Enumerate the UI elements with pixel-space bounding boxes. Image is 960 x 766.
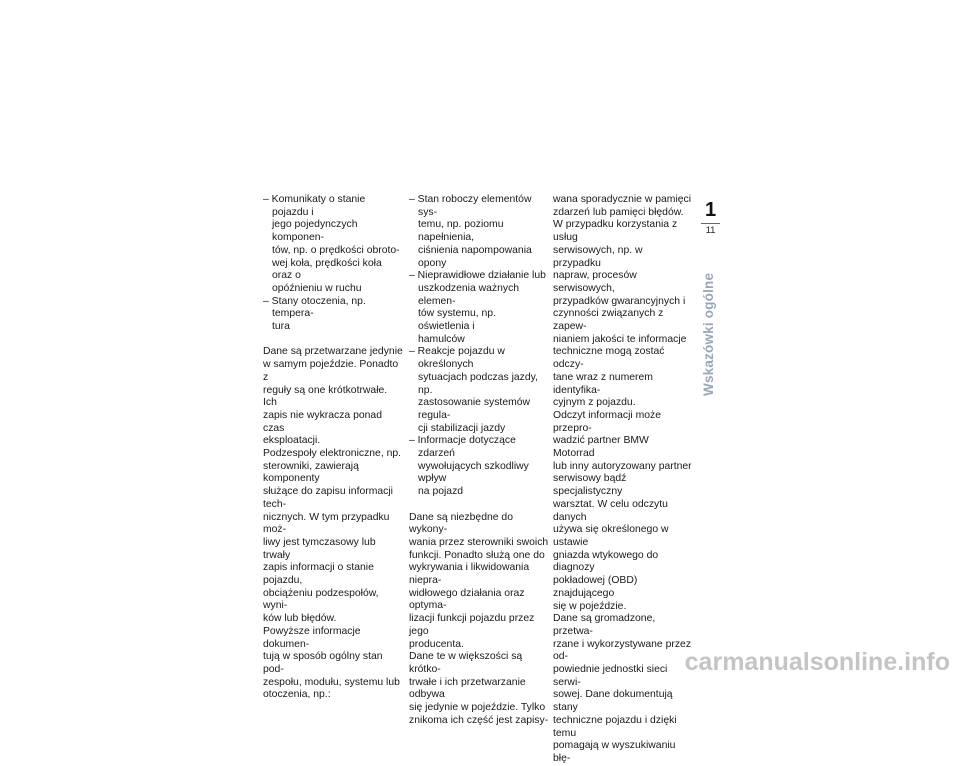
text-line: cji stabilizacji jazdy xyxy=(418,422,506,434)
text-line: pomagają w wyszukiwaniu błę- xyxy=(553,740,676,764)
chapter-title-vertical xyxy=(699,272,723,398)
bullet-item xyxy=(409,194,549,270)
text-line: używa się określonego w ustawie xyxy=(553,524,669,548)
text-line: wana sporadycznie w pamięci xyxy=(553,194,692,205)
text-line: zdarzeń lub pamięci błędów. xyxy=(553,206,684,218)
text-column-2 xyxy=(409,194,549,728)
text-line: Powyższe informacje dokumen- xyxy=(263,625,361,650)
text-line: na pojazd xyxy=(418,486,464,498)
text-line: obciążeniu podzespołów, wyni- xyxy=(263,587,379,612)
text-line: temu, np. poziomu napełnienia, xyxy=(418,219,504,244)
text-line: tują w sposób ogólny stan pod- xyxy=(263,651,383,675)
text-line: jego pojedynczych komponen- xyxy=(272,219,358,244)
text-line: napraw, procesów serwisowych, xyxy=(553,270,637,294)
text-column-1 xyxy=(263,194,403,702)
text-line: sowej. Dane dokumentują stany xyxy=(553,689,673,714)
text-line: wania przez sterowniki swoich xyxy=(409,536,549,548)
text-line: rzane i wykorzystywane przez od- xyxy=(553,638,692,663)
bullet-item xyxy=(409,270,549,346)
text-line: zastosowanie systemów regula- xyxy=(418,397,531,421)
text-line: uszkodzenia ważnych elemen- xyxy=(418,282,520,307)
text-line: sterowniki, zawierają komponenty xyxy=(263,460,359,485)
text-line: otoczenia, np.: xyxy=(263,689,331,701)
text-line: wykrywania i likwidowania niepra- xyxy=(409,562,530,587)
text-line: Stany otoczenia, np. tempera- xyxy=(271,295,366,320)
text-line: lizacji funkcji pojazdu przez jego xyxy=(409,613,535,637)
text-line: ciśnienia napompowania opony xyxy=(418,244,532,269)
text-line: sytuacjach podczas jazdy, np. xyxy=(418,371,538,396)
text-line: lub inny autoryzowany partner xyxy=(553,460,692,472)
text-line: znikoma ich część jest zapisy- xyxy=(409,714,549,726)
text-line: tura xyxy=(272,321,290,333)
bullet-item xyxy=(263,296,403,334)
text-line: się jedynie w pojeździe. Tylko xyxy=(409,702,546,714)
text-line: zapis nie wykracza ponad czas xyxy=(263,409,382,434)
text-line: Reakcje pojazdu w określonych xyxy=(417,346,505,371)
text-line: Stan roboczy elementów sys- xyxy=(417,194,532,218)
text-line: Dane są przetwarzane jedynie xyxy=(263,346,403,358)
text-line: służące do zapisu informacji tech- xyxy=(263,486,393,510)
text-line: przypadków gwarancyjnych i xyxy=(553,295,686,307)
text-line: tane wraz z numerem identyfika- xyxy=(553,371,653,396)
text-line: Dane są niezbędne do wykony- xyxy=(409,511,513,536)
text-line: tów, np. o prędkości obroto- xyxy=(272,244,400,256)
text-line: funkcji. Ponadto służą one do xyxy=(409,549,545,561)
text-line: czynności związanych z zapew- xyxy=(553,308,664,333)
text-line: liwy jest tymczasowy lub trwały xyxy=(263,536,376,561)
text-line: reguły są one krótkotrwałe. Ich xyxy=(263,384,388,409)
text-line: Komunikaty o stanie pojazdu i xyxy=(271,194,366,218)
text-line: eksploatacji. xyxy=(263,435,321,447)
text-line: opóźnieniu w ruchu xyxy=(272,282,362,294)
text-line: nianiem jakości te informacje xyxy=(553,333,687,345)
text-line: powiednie jednostki sieci serwi- xyxy=(553,664,668,688)
text-line: Odczyt informacji może przepro- xyxy=(553,409,661,434)
text-line: gniazda wtykowego do diagnozy xyxy=(553,549,659,574)
text-line: serwisowy bądź specjalistyczny xyxy=(553,473,627,498)
text-line: wej koła, prędkości koła oraz o xyxy=(272,257,382,282)
chapter-number: 1 xyxy=(704,199,717,221)
text-line: widłowego działania oraz optyma- xyxy=(409,587,525,612)
text-line: producenta. xyxy=(409,638,464,650)
text-line: trwałe i ich przetwarzanie odbywa xyxy=(409,676,526,701)
text-line: Dane są gromadzone, przetwa- xyxy=(553,613,656,637)
text-line: nicznych. W tym przypadku moż- xyxy=(263,511,390,536)
paragraph xyxy=(263,346,403,702)
paragraph xyxy=(409,512,549,728)
text-line: warsztat. W celu odczytu danych xyxy=(553,498,668,523)
text-line: zespołu, modułu, systemu lub xyxy=(263,676,400,688)
chapter-title: Wskazówki ogólne xyxy=(701,272,716,396)
paragraph xyxy=(553,194,693,766)
text-line: W przypadku korzystania z usług xyxy=(553,219,678,244)
text-line: ków lub błędów. xyxy=(263,613,337,625)
text-line: cyjnym z pojazdu. xyxy=(553,397,636,409)
text-column-3 xyxy=(553,194,693,766)
text-line: zapis informacji o stanie pojazdu, xyxy=(263,562,374,587)
text-line: techniczne mogą zostać odczy- xyxy=(553,346,665,371)
bullet-item xyxy=(409,346,549,435)
bullet-item xyxy=(409,435,549,499)
text-line: się w pojeździe. xyxy=(553,600,627,612)
watermark: carmanualsonline.info xyxy=(684,648,950,676)
text-line: techniczne pojazdu i dzięki temu xyxy=(553,714,677,739)
text-line: Informacje dotyczące zdarzeń xyxy=(417,435,516,460)
text-line: Nieprawidłowe działanie lub xyxy=(417,270,546,282)
text-line: tów systemu, np. oświetlenia i xyxy=(418,308,496,333)
text-line: wadzić partner BMW Motorrad xyxy=(553,435,649,460)
text-line: pokładowej (OBD) znajdującego xyxy=(553,575,638,599)
text-line: serwisowych, np. w przypadku xyxy=(553,244,643,269)
text-line: wywołujących szkodliwy wpływ xyxy=(418,460,529,485)
text-line: hamulców xyxy=(418,333,465,345)
bullet-item xyxy=(263,194,403,296)
text-line: w samym pojeździe. Ponadto z xyxy=(263,359,399,383)
text-line: Podzespoły elektroniczne, np. xyxy=(263,448,402,460)
page-number: 11 xyxy=(705,225,716,236)
chapter-tab xyxy=(700,197,721,238)
text-line: Dane te w większości są krótko- xyxy=(409,651,523,675)
